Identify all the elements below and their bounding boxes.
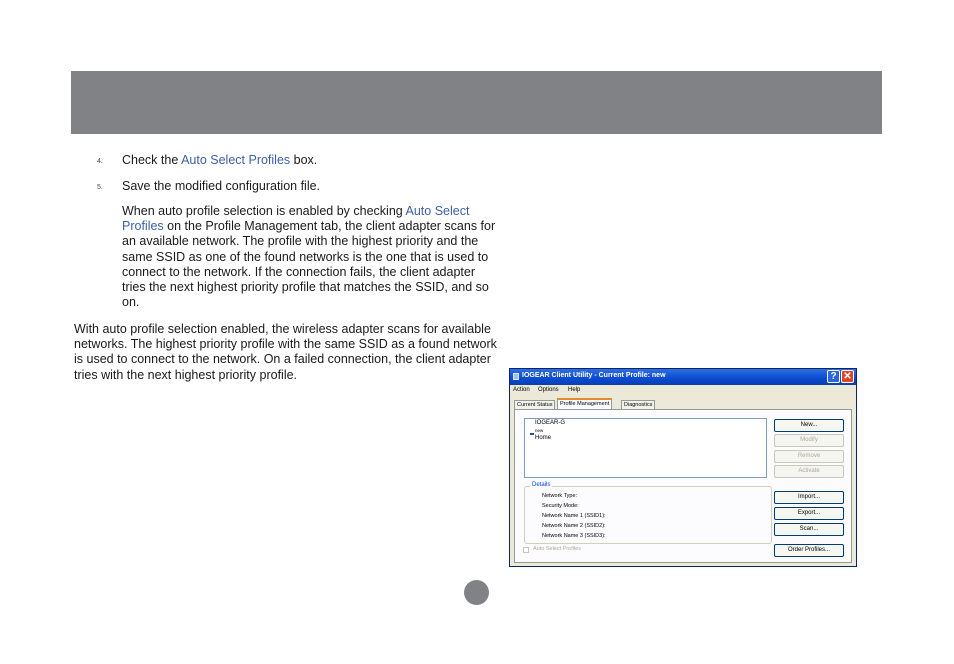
help-button[interactable]: ? <box>827 370 840 383</box>
export-button[interactable]: Export... <box>774 507 844 520</box>
menu-action[interactable]: Action <box>513 387 530 393</box>
detail-network-type: Network Type: <box>542 493 578 499</box>
step-number: 5. <box>97 184 103 191</box>
step-number: 4. <box>97 158 103 165</box>
profile-list[interactable] <box>524 418 767 478</box>
client-utility-window <box>509 368 857 567</box>
activate-button[interactable]: Activate <box>774 465 844 478</box>
active-profile-arrow-icon <box>530 433 534 435</box>
auto-select-checkbox[interactable] <box>523 547 529 553</box>
scan-button[interactable]: Scan... <box>774 523 844 536</box>
list-item[interactable]: Home <box>535 435 552 441</box>
header-bar <box>71 71 882 134</box>
auto-select-link: Auto Select Profiles <box>181 153 291 167</box>
tab-profile-management[interactable]: Profile Management <box>557 398 612 409</box>
step-text: Check the Auto Select Profiles box. <box>122 153 318 167</box>
summary-paragraph: With auto profile selection enabled, the wireless adapter scans for available networks. The highest priority profile with the same SSID as a found network is used to connect to the network. On a failed connection, the client adapter tries with the next highest priority profile. <box>74 322 497 382</box>
detail-ssid3: Network Name 3 (SSID3): <box>542 533 606 539</box>
details-group <box>524 482 772 544</box>
detail-ssid1: Network Name 1 (SSID1): <box>542 513 606 519</box>
tab-diagnostics[interactable]: Diagnostics <box>621 400 655 409</box>
menu-help[interactable]: Help <box>568 387 581 393</box>
auto-select-label: Auto Select Profiles <box>533 546 581 552</box>
auto-select-link: Auto Select Profiles <box>122 204 470 234</box>
modify-button[interactable]: Modify <box>774 434 844 447</box>
close-button[interactable]: ✕ <box>841 370 854 383</box>
profile-management-panel <box>514 409 852 563</box>
title-bar <box>510 369 856 385</box>
detail-security-mode: Security Mode: <box>542 503 579 509</box>
menu-bar <box>510 385 856 395</box>
step-text: Save the modified configuration file. <box>122 179 321 193</box>
remove-button[interactable]: Remove <box>774 450 844 463</box>
details-legend: Details <box>532 482 551 488</box>
import-button[interactable]: Import... <box>774 491 844 504</box>
page-number-dot <box>464 580 489 605</box>
auto-profile-explanation: When auto profile selection is enabled by checking Auto Select Profiles on the Profile Management tab, the client adapter scans for an available network. The profile with the highest priority and the same SSID as one of the found networks is the one that is used to connect to the network. If the connection fails, the client adapter tries the next highest priority profile that matches the SSID, and so on. <box>122 204 496 310</box>
list-item[interactable]: IOGEAR-G <box>535 420 566 426</box>
tab-current-status[interactable]: Current Status <box>514 400 555 409</box>
window-title: IOGEAR Client Utility - Current Profile: new <box>522 372 666 379</box>
app-icon <box>513 373 519 380</box>
detail-ssid2: Network Name 2 (SSID2): <box>542 523 606 529</box>
list-item[interactable]: new <box>535 428 544 433</box>
order-profiles-button[interactable]: Order Profiles... <box>774 544 844 557</box>
new-button[interactable]: New... <box>774 419 844 432</box>
menu-options[interactable]: Options <box>538 387 559 393</box>
